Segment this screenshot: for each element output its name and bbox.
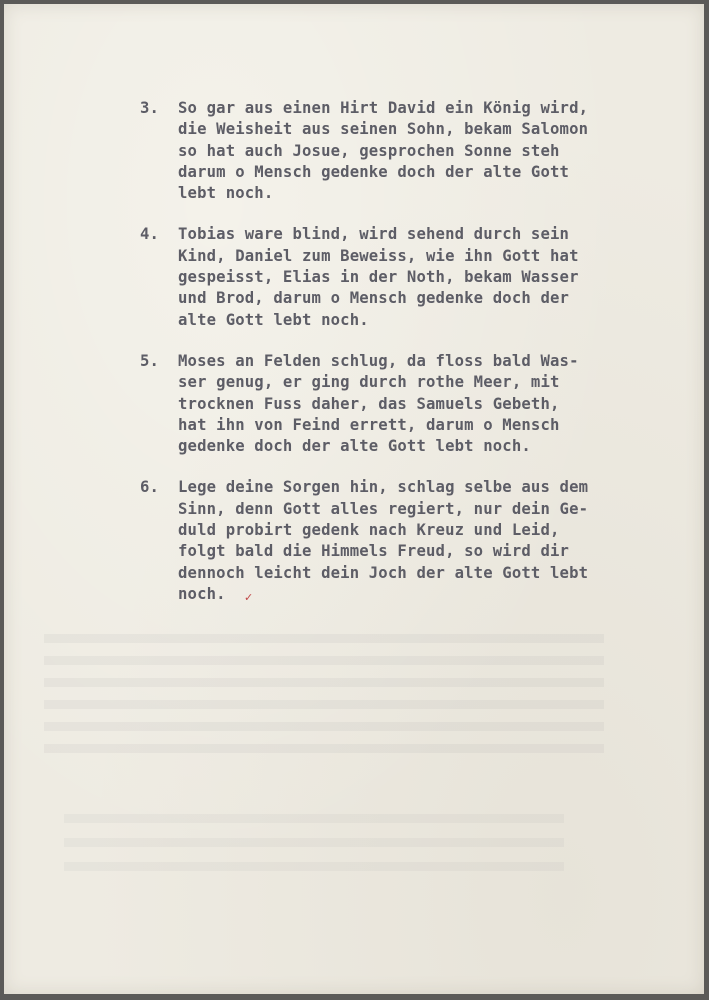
verse-4 bbox=[140, 224, 709, 330]
verse-5 bbox=[140, 351, 709, 457]
verse-number: 5. bbox=[140, 351, 160, 370]
verse-line: Moses an Felden schlug, da floss bald Was- bbox=[178, 351, 579, 370]
verse-lines bbox=[178, 98, 709, 204]
verse-line: Sinn, denn Gott alles regiert, nur dein Ge- bbox=[178, 499, 589, 518]
verse-line: ser genug, er ging durch rothe Meer, mit bbox=[178, 373, 560, 392]
song-text bbox=[140, 98, 709, 625]
verse-line: so hat auch Josue, gesprochen Sonne steh bbox=[178, 141, 560, 160]
verse-number: 6. bbox=[140, 478, 160, 497]
verse-line: hat ihn von Feind errett, darum o Mensch bbox=[178, 415, 560, 434]
verse-line: So gar aus einen Hirt David ein König wird, bbox=[178, 99, 589, 117]
verse-lines bbox=[178, 351, 709, 457]
verse-line: und Brod, darum o Mensch gedenke doch der bbox=[178, 289, 570, 308]
verse-line: darum o Mensch gedenke doch der alte Gott bbox=[178, 162, 570, 181]
verse-line: gedenke doch der alte Gott lebt noch. bbox=[178, 437, 531, 456]
bleed-through-texture bbox=[44, 634, 604, 754]
verse-line: duld probirt gedenk nach Kreuz und Leid, bbox=[178, 521, 560, 540]
verse-line: Tobias ware blind, wird sehend durch sein bbox=[178, 225, 570, 244]
bleed-through-texture bbox=[64, 814, 564, 884]
verse-number: 4. bbox=[140, 225, 160, 244]
verse-line: folgt bald die Himmels Freud, so wird dir bbox=[178, 542, 570, 561]
verse-line: alte Gott lebt noch. bbox=[178, 310, 369, 329]
verse-number: 3. bbox=[140, 99, 160, 117]
verse-line: gespeisst, Elias in der Noth, bekam Wasser bbox=[178, 268, 579, 287]
verse-line: lebt noch. bbox=[178, 184, 274, 203]
verse-line: die Weisheit aus seinen Sohn, bekam Salomon bbox=[178, 120, 589, 139]
verse-line: trocknen Fuss daher, das Samuels Gebeth, bbox=[178, 394, 560, 413]
verse-lines bbox=[178, 477, 709, 605]
verse-lines bbox=[178, 224, 709, 330]
paper-sheet bbox=[4, 4, 704, 994]
verse-6 bbox=[140, 477, 709, 605]
verse-line: Lege deine Sorgen hin, schlag selbe aus dem bbox=[178, 478, 589, 497]
verse-3 bbox=[140, 98, 709, 204]
verse-line: Kind, Daniel zum Beweiss, wie ihn Gott hat bbox=[178, 246, 579, 265]
red-checkmark-icon: ✓ bbox=[244, 591, 254, 604]
verse-line: dennoch leicht dein Joch der alte Gott lebt bbox=[178, 563, 589, 582]
verse-line: noch. bbox=[178, 584, 226, 603]
